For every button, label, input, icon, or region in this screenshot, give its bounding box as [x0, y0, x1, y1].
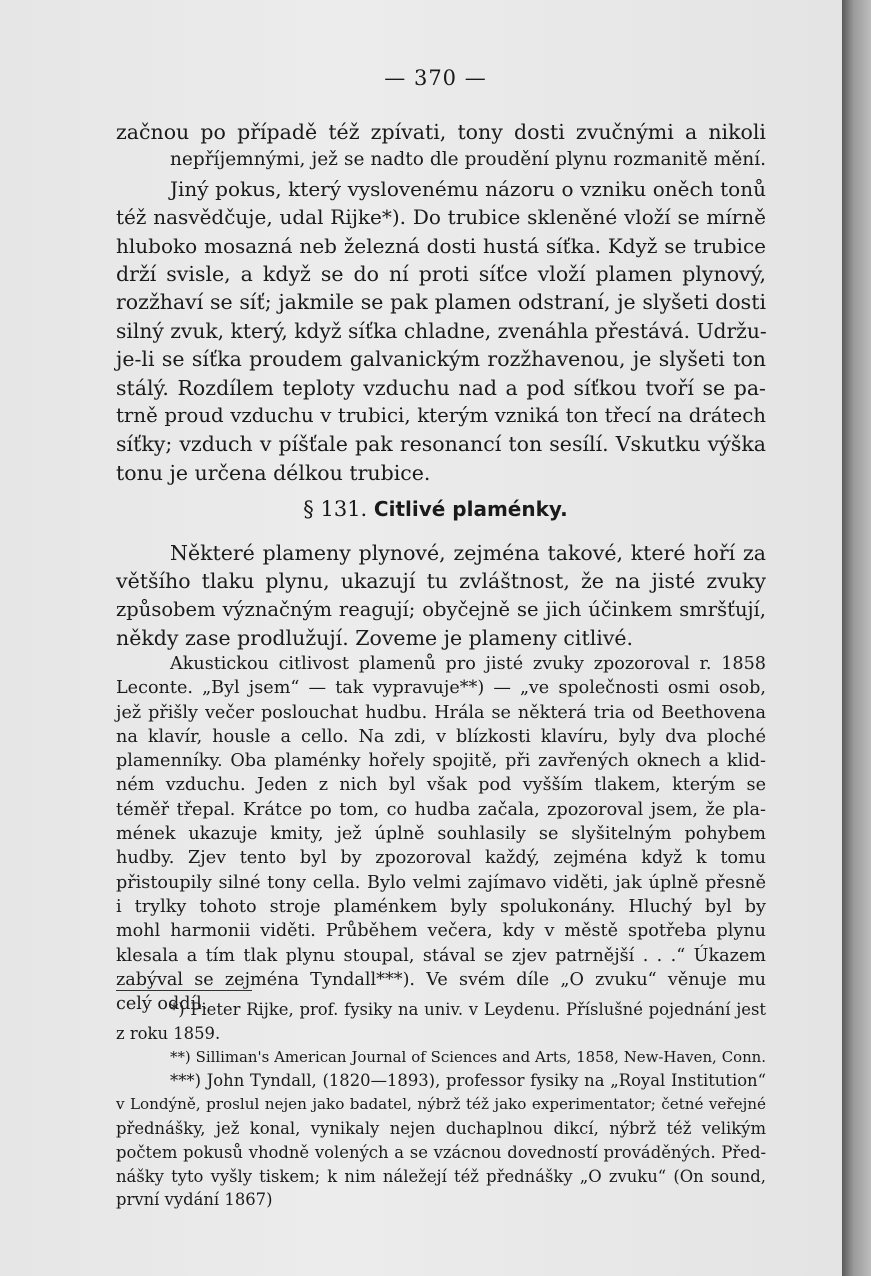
text-line: klesala a tím tlak plynu stoupal, stával se zjev patrnější . . .“ Úkazem: [116, 945, 766, 966]
text-line: jež přišly večer poslouchat hudbu. Hrála se některá tria od Beethovena: [116, 702, 766, 723]
footnote-line: *) Pieter Rijke, prof. fysiky na univ. v Leydenu. Příslušné pojednání jest: [170, 1000, 766, 1019]
text-line: silný zvuk, který, když síťka chladne, zvenáhla přestává. Udržu-: [116, 318, 767, 343]
text-line: trně proud vzduchu v trubici, kterým vzniká ton třecí na drátech: [116, 404, 766, 428]
section-number: § 131.: [303, 497, 368, 521]
text-line: zabýval se zejména Tyndall***). Ve svém díle „O zvuku“ věnuje mu: [116, 969, 766, 990]
text-line: stálý. Rozdílem teploty vzduchu nad a pod síťkou tvoří se pa-: [116, 375, 766, 400]
text-line: Jiný pokus, který vyslovenému názoru o vzniku oněch tonů: [170, 176, 766, 201]
footnote-divider: [116, 990, 252, 991]
footnotes: [116, 998, 766, 1212]
text-line: téměř třepal. Krátce po tom, co hudba začala, zpozoroval jsem, že pla-: [116, 799, 766, 820]
footnote-line: v Londýně, proslul nejen jako badatel, nýbrž též jako experimentator; četné veřejné: [116, 1095, 766, 1114]
text-line: i trylky tohoto stroje plaménkem byly spolukonány. Hluchý byl by: [116, 896, 766, 917]
paragraph-mid: [116, 539, 766, 653]
text-line: síťky; vzduch v píšťale pak resonancí ton sesílí. Vskutku výška: [116, 432, 766, 457]
text-line: rozžhaví se síť; jakmile se pak plamen odstraní, je slyšeti dosti: [116, 290, 766, 315]
text-line: též nasvědčuje, udal Rijke*). Do trubice skleněné vloží se mírně: [116, 205, 766, 230]
text-line: někdy zase prodlužují. Zoveme je plameny citlivé.: [116, 626, 634, 651]
paragraph-small: [116, 652, 766, 1016]
text-line: ném vzduchu. Jeden z nich byl však pod vyšším tlakem, kterým se: [116, 775, 766, 796]
text-line: nepříjemnými, jež se nadto dle proudění plynu rozmanitě mění.: [170, 149, 766, 171]
text-line: Akustickou citlivost plamenů pro jisté zvuky zpozoroval r. 1858: [170, 654, 766, 674]
text-line: je-li se síťka proudem galvanickým rozžhavenou, je slyšeti ton: [116, 347, 766, 372]
footnote-line: z roku 1859.: [116, 1023, 221, 1043]
book-spine-shadow: [842, 0, 871, 1276]
text-line: většího tlaku plynu, ukazují tu zvláštnost, že na jisté zvuky: [116, 569, 766, 594]
text-line: tonu je určena délkou trubice.: [116, 460, 431, 485]
text-line: drží svisle, a když se do ní proti síťce vloží plamen plynový,: [116, 262, 766, 287]
text-line: na klavír, housle a cello. Na zdi, v blízkosti klavíru, byly dva ploché: [116, 726, 766, 747]
text-line: způsobem význačným reagují; obyčejně se jich účinkem smršťují,: [116, 597, 766, 621]
section-heading: [0, 497, 871, 521]
footnote-line: první vydání 1867): [116, 1190, 273, 1210]
text-line: plamenníky. Oba plaménky hořely spojitě, při zavřených oknech a klid-: [116, 751, 766, 772]
page-number: — 370 —: [384, 66, 487, 90]
paragraph-top: [116, 118, 766, 487]
text-line: hluboko mosazná neb železná dosti hustá síťka. Když se trubice: [116, 233, 766, 258]
footnote-line: ***) John Tyndall, (1820—1893), professor fysiky na „Royal Institution“: [170, 1071, 766, 1091]
section-title: Citlivé plaménky.: [373, 497, 568, 521]
text-line: celý oddíl.: [116, 994, 208, 1015]
text-line: přistoupily silné tony cella. Bylo velmi zajímavo viděti, jak úplně přesně: [116, 872, 766, 893]
text-line: mének ukazuje kmity, jež úplně souhlasily se slyšitelným pohybem: [116, 824, 766, 845]
text-line: mohl harmonii viděti. Průběhem večera, kdy v městě spotřeba plynu: [116, 921, 766, 942]
text-line: hudby. Zjev tento byl by zpozoroval každý, zejména když k tomu: [116, 848, 766, 869]
text-line: Některé plameny plynové, zejména takové, které hoří za: [170, 541, 766, 565]
text-line: začnou po případě též zpívati, tony dosti zvučnými a nikoli: [116, 120, 766, 144]
text-line: Leconte. „Byl jsem“ — tak vypravuje**) — „ve společnosti osmi osob,: [116, 678, 766, 699]
footnote-line: **) Silliman's American Journal of Sciences and Arts, 1858, New-Haven, Conn.: [170, 1047, 766, 1066]
footnote-line: počtem pokusů vhodně volených a se vzácnou dovedností prováděných. Před-: [116, 1142, 766, 1162]
footnote-line: přednášky, jež konal, vynikaly nejen duchaplnou dikcí, nýbrž též velikým: [116, 1118, 766, 1138]
footnote-line: nášky tyto vyšly tiskem; k nim náležejí též přednášky „O zvuku“ (On sound,: [116, 1166, 766, 1186]
